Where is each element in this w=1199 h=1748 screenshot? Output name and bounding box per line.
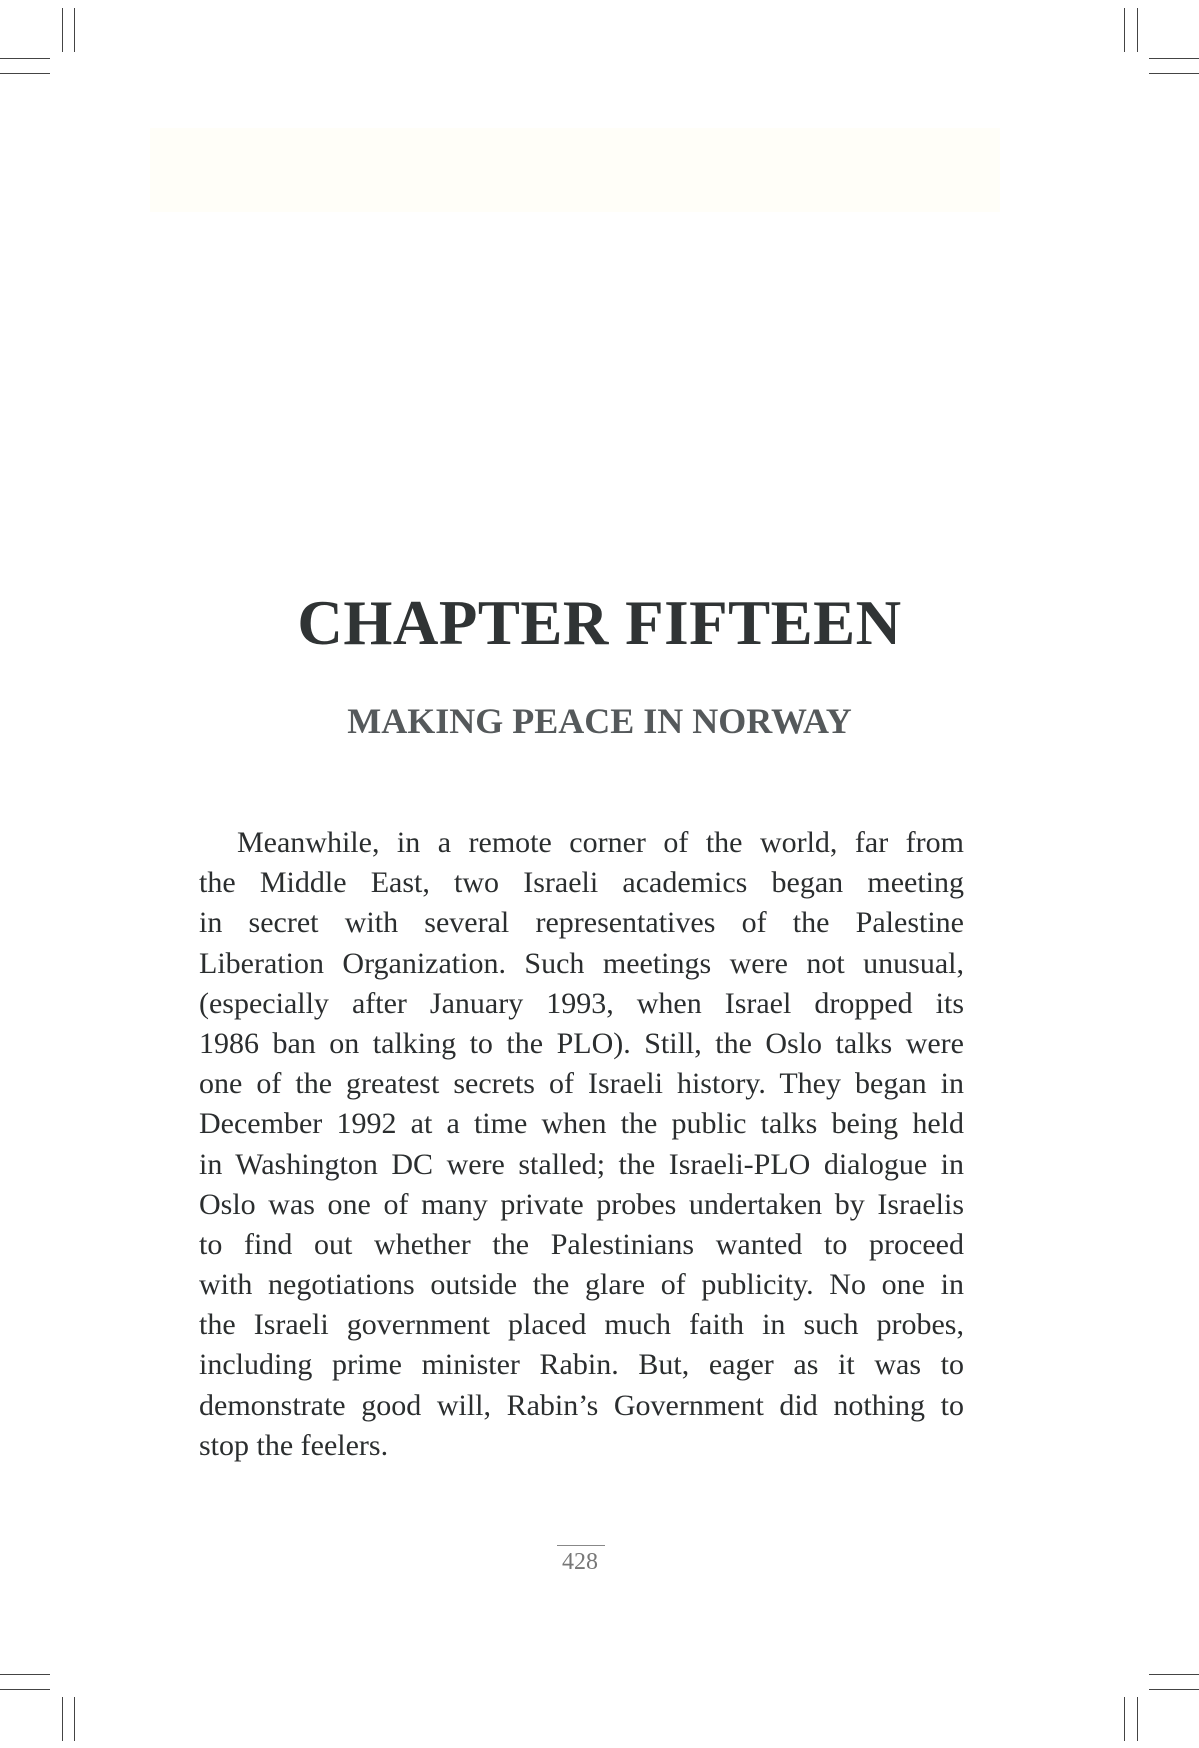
paragraph-line: 1986 ban on talking to the PLO). Still, the Oslo talks were xyxy=(199,1026,964,1060)
header-band xyxy=(150,128,1000,212)
crop-mark xyxy=(74,1697,75,1741)
crop-mark xyxy=(0,1689,50,1690)
paragraph-line: one of the greatest secrets of Israeli history. They began in xyxy=(199,1067,964,1101)
crop-mark xyxy=(1137,1697,1138,1741)
paragraph-line: demonstrate good will, Rabin’s Government did nothing to xyxy=(199,1388,964,1422)
crop-mark xyxy=(1149,1689,1199,1690)
crop-mark xyxy=(1149,1674,1199,1675)
page-number: 428 xyxy=(562,1549,598,1575)
page-number-rule xyxy=(557,1545,605,1546)
paragraph-line: Meanwhile, in a remote corner of the world, far from xyxy=(237,826,964,859)
crop-mark xyxy=(62,1697,63,1741)
paragraph-line: stop the feelers. xyxy=(199,1428,389,1462)
paragraph-line: the Middle East, two Israeli academics began meeting xyxy=(199,866,964,900)
crop-mark xyxy=(1124,8,1125,52)
paragraph-line: (especially after January 1993, when Israel dropped its xyxy=(199,986,964,1020)
paragraph-line: including prime minister Rabin. But, eager as it was to xyxy=(199,1348,964,1382)
crop-mark xyxy=(1124,1697,1125,1741)
paragraph-line: Liberation Organization. Such meetings were not unusual, xyxy=(199,946,964,980)
paragraph-line: Oslo was one of many private probes undertaken by Israelis xyxy=(199,1187,964,1221)
crop-mark xyxy=(0,58,50,59)
crop-mark xyxy=(62,8,63,52)
body-paragraph xyxy=(199,823,964,1466)
paragraph-line: in secret with several representatives of the Palestine xyxy=(199,906,964,940)
paragraph-line: to find out whether the Palestinians wanted to proceed xyxy=(199,1227,964,1261)
crop-mark xyxy=(0,73,50,74)
crop-mark xyxy=(1137,8,1138,52)
crop-mark xyxy=(1149,73,1199,74)
crop-mark xyxy=(0,1674,50,1675)
paragraph-line: the Israeli government placed much faith in such probes, xyxy=(199,1308,964,1342)
chapter-title: CHAPTER FIFTEEN xyxy=(297,588,902,658)
paragraph-line: in Washington DC were stalled; the Israeli-PLO dialogue in xyxy=(199,1147,964,1181)
crop-mark xyxy=(1149,58,1199,59)
crop-mark xyxy=(74,8,75,52)
paragraph-line: with negotiations outside the glare of publicity. No one in xyxy=(199,1268,964,1302)
paragraph-line: December 1992 at a time when the public talks being held xyxy=(199,1107,964,1141)
chapter-subtitle: MAKING PEACE IN NORWAY xyxy=(347,701,852,741)
